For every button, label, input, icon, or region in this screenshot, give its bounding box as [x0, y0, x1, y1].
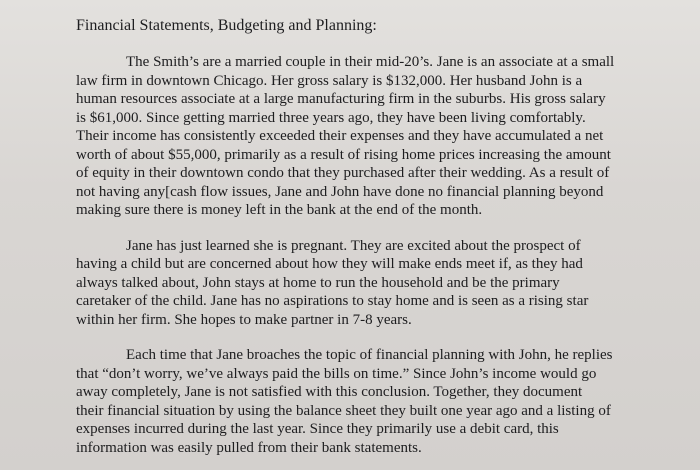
paragraph-line: caretaker of the child. Jane has no aspirations to stay home and is seen as a rising star [76, 293, 589, 309]
paragraph-line: of equity in their downtown condo that they purchased after their wedding. As a result of [76, 165, 610, 181]
paragraph-line: law firm in downtown Chicago. Her gross salary is $132,000. Her husband John is a [76, 72, 583, 89]
paragraph-line: that “don’t worry, we’ve always paid the bills on time.” Since John’s income would go [76, 365, 597, 382]
document-heading: Financial Statements, Budgeting and Planning: [76, 17, 377, 34]
paragraph-line: worth of about $55,000, primarily as a result of rising home prices increasing the amount [76, 146, 611, 163]
paragraph-line: The Smith’s are a married couple in their mid-20’s. Jane is an associate at a small [126, 54, 615, 70]
paragraph-line: not having any[cash flow issues, Jane and John have done no financial planning beyond [76, 183, 604, 200]
paragraph-line: is $61,000. Since getting married three years ago, they have been living comfortably. [76, 109, 586, 126]
paragraph-line: Each time that Jane broaches the topic of financial planning with John, he replies [126, 347, 613, 363]
paragraph-line: Their income has consistently exceeded their expenses and they have accumulated a net [76, 128, 604, 144]
paragraph-line: within her firm. She hopes to make partner in 7-8 years. [76, 311, 412, 328]
paragraph-line: Jane has just learned she is pregnant. They are excited about the prospect of [126, 237, 581, 254]
paragraph-pregnancy [76, 237, 652, 330]
paragraph-line: information was easily pulled from their bank statements. [76, 439, 422, 456]
paragraph-line: making sure there is money left in the bank at the end of the month. [76, 202, 483, 218]
paragraph-line: always talked about, John stays at home to run the household and be the primary [76, 274, 560, 291]
paragraph-financial-planning [76, 346, 652, 457]
paragraph-line: having a child but are concerned about how they will make ends meet if, as they had [76, 256, 583, 272]
paragraph-line: human resources associate at a large manufacturing firm in the suburbs. His gross salary [76, 91, 606, 107]
paragraph-line: expenses incurred during the last year. Since they primarily use a debit card, this [76, 421, 559, 437]
paragraph-smith-background [76, 53, 652, 220]
paragraph-line: away completely, Jane is not satisfied with this conclusion. Together, they document [76, 384, 583, 400]
paragraph-line: their financial situation by using the balance sheet they built one year ago and a listing of [76, 402, 611, 419]
